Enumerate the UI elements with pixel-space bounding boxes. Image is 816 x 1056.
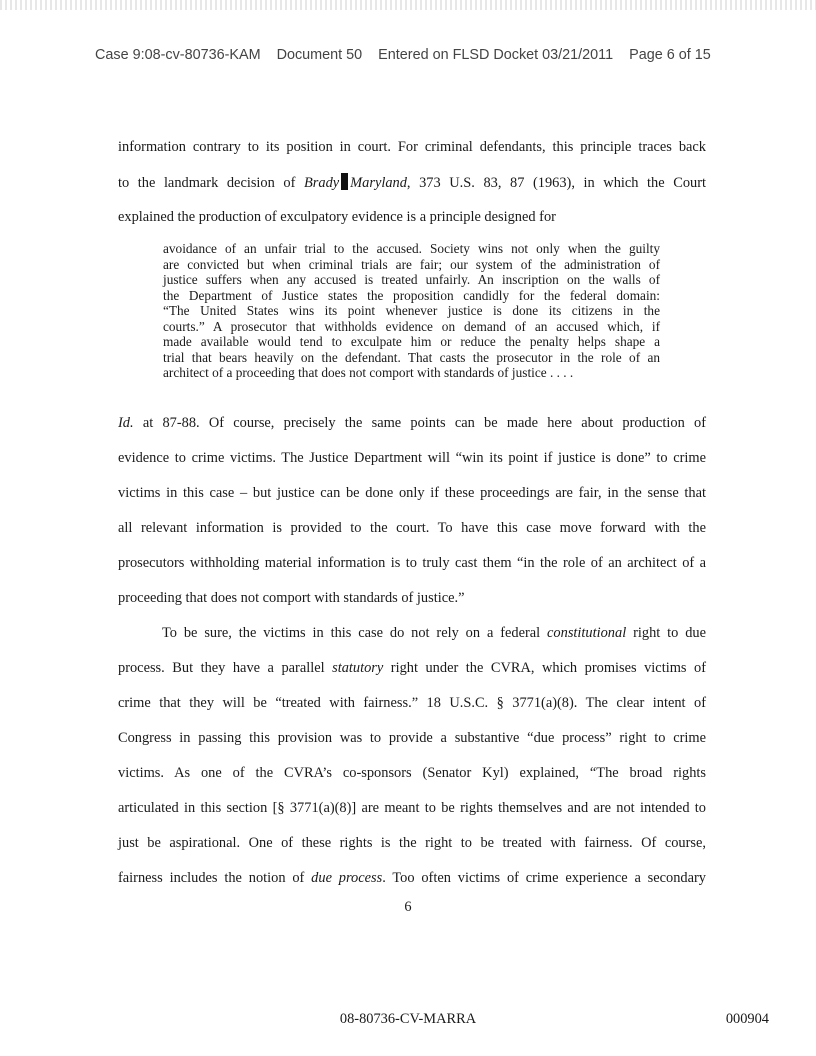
body-line: proceeding that does not comport with standards of justice.” [118, 590, 465, 606]
body-line: Congress in passing this provision was to provide a substantive “due process” right to crime [118, 730, 706, 746]
id-citation: Id. [118, 415, 134, 431]
page-number: 6 [404, 899, 412, 915]
body-line: information contrary to its position in court. For criminal defendants, this principle traces back [118, 139, 706, 155]
body-line: victims in this case – but justice can be done only if these proceedings are fair, in the sense that [118, 485, 706, 501]
redaction-mark [341, 173, 348, 190]
body-line: To be sure, the victims in this case do not rely on a federal constitutional right to due [162, 625, 706, 641]
body-line: to the landmark decision of Brady Maryland, 373 U.S. 83, 87 (1963), in which the Court [118, 175, 706, 191]
body-line: fairness includes the notion of due process. Too often victims of crime experience a secondary [118, 870, 707, 886]
body-line: Id. at 87-88. Of course, precisely the same points can be made here about production of [118, 415, 706, 431]
quote-line: justice suffers when any accused is treated unfairly. An inscription on the walls of [163, 272, 660, 287]
quote-line: trial that bears heavily on the defendant. That casts the prosecutor in the role of an [163, 349, 660, 365]
docket-entry: Entered on FLSD Docket 03/21/2011 [378, 47, 614, 63]
body-line: evidence to crime victims. The Justice Department will “win its point if justice is done” to crime [118, 450, 706, 466]
body-line: just be aspirational. One of these rights is the right to be treated with fairness. Of course, [118, 835, 706, 851]
emphasis-constitutional: constitutional [547, 625, 627, 641]
body-line: victims. As one of the CVRA’s co-sponsors (Senator Kyl) explained, “The broad rights [118, 765, 706, 781]
quote-line: the Department of Justice states the proposition candidly for the federal domain: [163, 287, 660, 303]
body-line: crime that they will be “treated with fairness.” 18 U.S.C. § 3771(a)(8). The clear intent of [118, 695, 706, 711]
quote-line: avoidance of an unfair trial to the accused. Society wins not only when the guilty [163, 241, 660, 256]
scan-artifact [0, 0, 816, 10]
case-number: Case 9:08-cv-80736-KAM [95, 47, 261, 63]
emphasis-statutory: statutory [332, 660, 384, 676]
body-line: articulated in this section [§ 3771(a)(8)] are meant to be rights themselves and are not intended to [118, 800, 706, 816]
emphasis-due-process: due process [311, 870, 383, 886]
body-line: prosecutors withholding material information is to truly cast them “in the role of an architect of a [118, 555, 706, 571]
quote-line: are convicted but when criminal trials are fair; our system of the administration of [163, 256, 660, 272]
page-indicator: Page 6 of 15 [629, 47, 711, 63]
document-number: Document 50 [276, 47, 363, 63]
body-line: process. But they have a parallel statutory right under the CVRA, which promises victims of [118, 660, 706, 676]
docket-header [95, 47, 711, 63]
case-name-maryland: Maryland [350, 175, 407, 191]
quote-line: architect of a proceeding that does not comport with standards of justice . . . . [163, 365, 574, 380]
body-line: all relevant information is provided to the court. To have this case move forward with the [118, 520, 706, 536]
quote-line: courts.” A prosecutor that withholds evidence on demand of an accused which, if [163, 318, 660, 334]
quote-line: made available would tend to exculpate him or reduce the penalty helps shape a [163, 334, 660, 349]
bates-label: 08-80736-CV-MARRA [339, 1011, 477, 1027]
bates-number: 000904 [725, 1011, 769, 1027]
quote-line: “The United States wins its point whenever justice is done its citizens in the [163, 303, 660, 318]
body-line: explained the production of exculpatory evidence is a principle designed for [118, 209, 556, 225]
case-name-brady: Brady [303, 175, 340, 191]
